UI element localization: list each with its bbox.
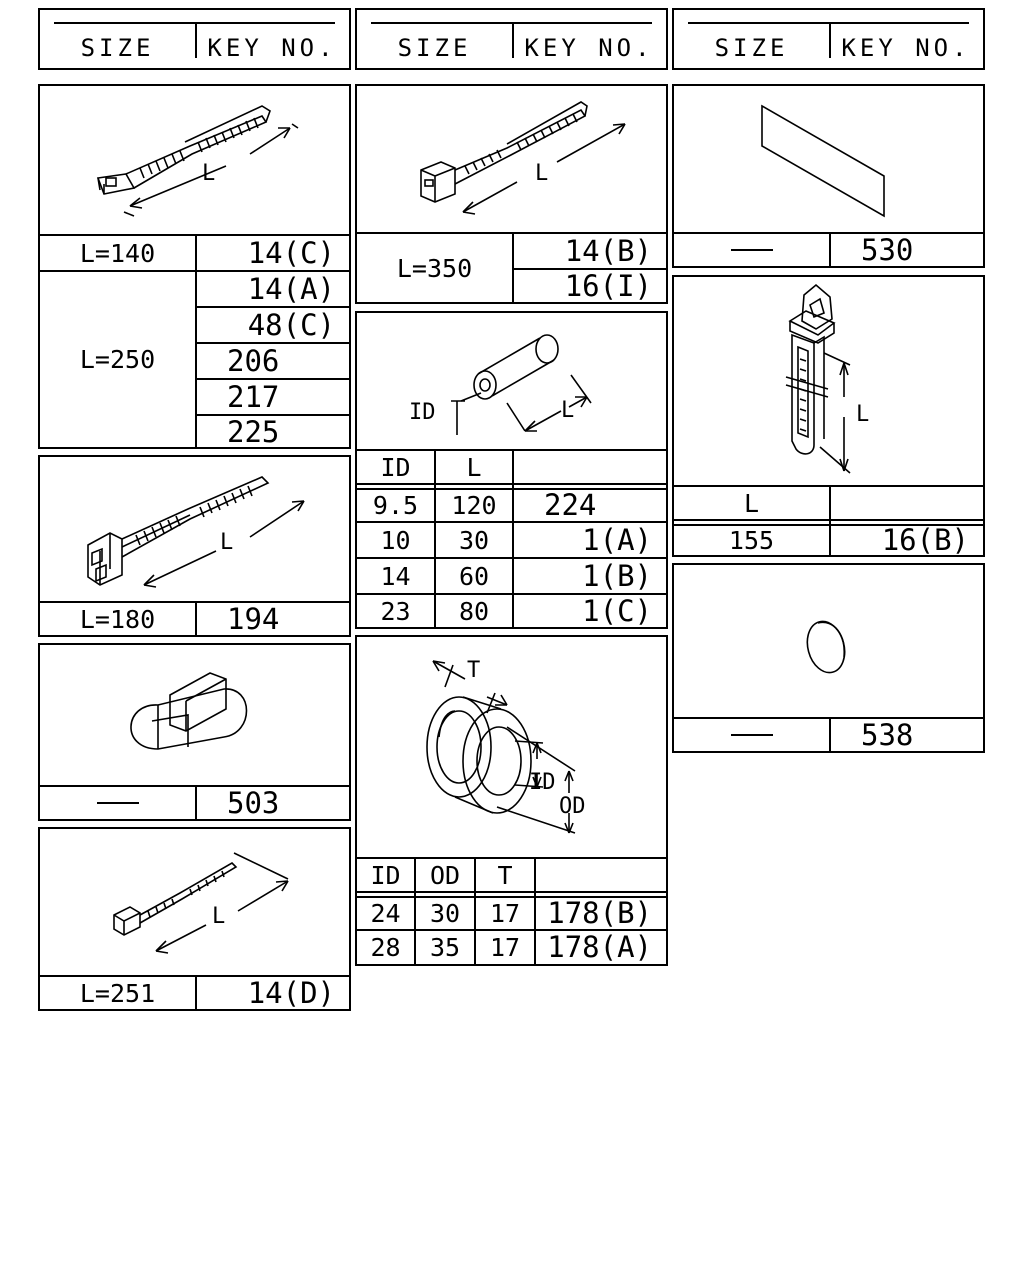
table-cell: 35 (429, 932, 461, 962)
table-cell: 17 (489, 932, 521, 962)
header-col1 (38, 8, 351, 70)
cable-tie-illustration (40, 86, 353, 234)
dim-label-l: L (535, 161, 549, 186)
grommet-panel (355, 635, 668, 966)
column-header: T (497, 860, 513, 890)
clip-panel-155 (672, 275, 985, 557)
table-cell: 80 (458, 596, 490, 626)
dim-label-l: L (856, 402, 870, 427)
table-cell: 10 (380, 525, 411, 555)
cable-tie-panel-140-250 (38, 84, 351, 449)
key-number: 48(C) (247, 308, 335, 342)
column-header: OD (429, 860, 461, 890)
block-panel-503 (38, 643, 351, 821)
key-number: 530 (861, 233, 914, 267)
none-dash (731, 249, 773, 251)
table-cell: 30 (429, 898, 461, 928)
dim-label-l: L (561, 398, 575, 423)
table-cell: 9.5 (372, 490, 419, 520)
table-cell: 17 (489, 898, 521, 928)
key-number: 16(I) (564, 269, 652, 303)
size-value: L=350 (396, 253, 473, 283)
grommet-illustration (357, 637, 670, 859)
dim-label-od: OD (559, 794, 586, 819)
size-header: SIZE (80, 34, 155, 62)
table-cell: 120 (451, 490, 497, 520)
size-value: L=180 (79, 604, 156, 634)
key-number: 16(B) (881, 523, 969, 557)
pad-panel-530 (672, 84, 985, 268)
tube-panel (355, 311, 668, 629)
key-number: 14(A) (247, 272, 335, 306)
clip-illustration (674, 277, 987, 485)
table-cell: 60 (458, 561, 490, 591)
key-number: 503 (227, 786, 280, 820)
dim-label-l: L (220, 530, 234, 555)
key-number: 1(A) (582, 523, 652, 557)
block-illustration (40, 645, 353, 785)
key-number: 224 (544, 488, 597, 522)
size-value: L=140 (79, 238, 156, 268)
cable-tie-panel-251 (38, 827, 351, 1011)
key-number: 225 (227, 414, 280, 449)
dim-label-id: ID (529, 770, 556, 795)
key-number: 206 (227, 344, 280, 378)
key-number: 194 (227, 602, 280, 636)
column-header: ID (370, 860, 401, 890)
none-dash (97, 802, 139, 804)
key-number: 14(D) (247, 976, 335, 1010)
pad-illustration (674, 86, 987, 234)
disc-illustration (674, 565, 987, 719)
column-header: L (743, 488, 760, 518)
key-number: 538 (861, 718, 914, 752)
size-value (40, 787, 195, 819)
table-cell: 23 (380, 596, 411, 626)
key-number: 1(C) (582, 594, 652, 628)
column-header: ID (380, 452, 411, 482)
dim-label-t: T (467, 658, 481, 683)
table-cell: 28 (370, 932, 401, 962)
key-no-header: KEY NO. (841, 34, 971, 62)
key-number: 1(B) (582, 559, 652, 593)
size-value: L=250 (79, 345, 156, 374)
header-col2 (355, 8, 668, 70)
dim-label-id: ID (409, 400, 436, 425)
disc-panel-538 (672, 563, 985, 753)
size-value: 155 (728, 525, 775, 555)
key-number: 14(C) (247, 236, 335, 270)
size-value (674, 234, 829, 266)
small-tie-illustration (40, 829, 353, 977)
key-number: 14(B) (564, 234, 652, 268)
long-tie-illustration (357, 86, 670, 234)
dim-label-l: L (212, 904, 226, 929)
table-cell: 14 (380, 561, 411, 591)
table-cell: 30 (458, 525, 490, 555)
size-value: L=251 (79, 978, 156, 1008)
column-header: L (466, 452, 482, 482)
cable-tie-panel-350 (355, 84, 668, 304)
none-dash (731, 734, 773, 736)
key-no-header: KEY NO. (207, 34, 337, 62)
dim-label-l: L (202, 161, 216, 186)
key-no-header: KEY NO. (524, 34, 654, 62)
size-header: SIZE (397, 34, 472, 62)
mount-tie-illustration (40, 457, 353, 603)
size-header: SIZE (714, 34, 789, 62)
size-value (674, 719, 829, 751)
key-number: 217 (227, 380, 280, 414)
table-cell: 24 (370, 898, 401, 928)
header-col3 (672, 8, 985, 70)
cable-tie-panel-180 (38, 455, 351, 637)
key-number: 178(A) (547, 930, 652, 964)
tube-illustration (357, 313, 670, 449)
key-number: 178(B) (547, 896, 652, 930)
